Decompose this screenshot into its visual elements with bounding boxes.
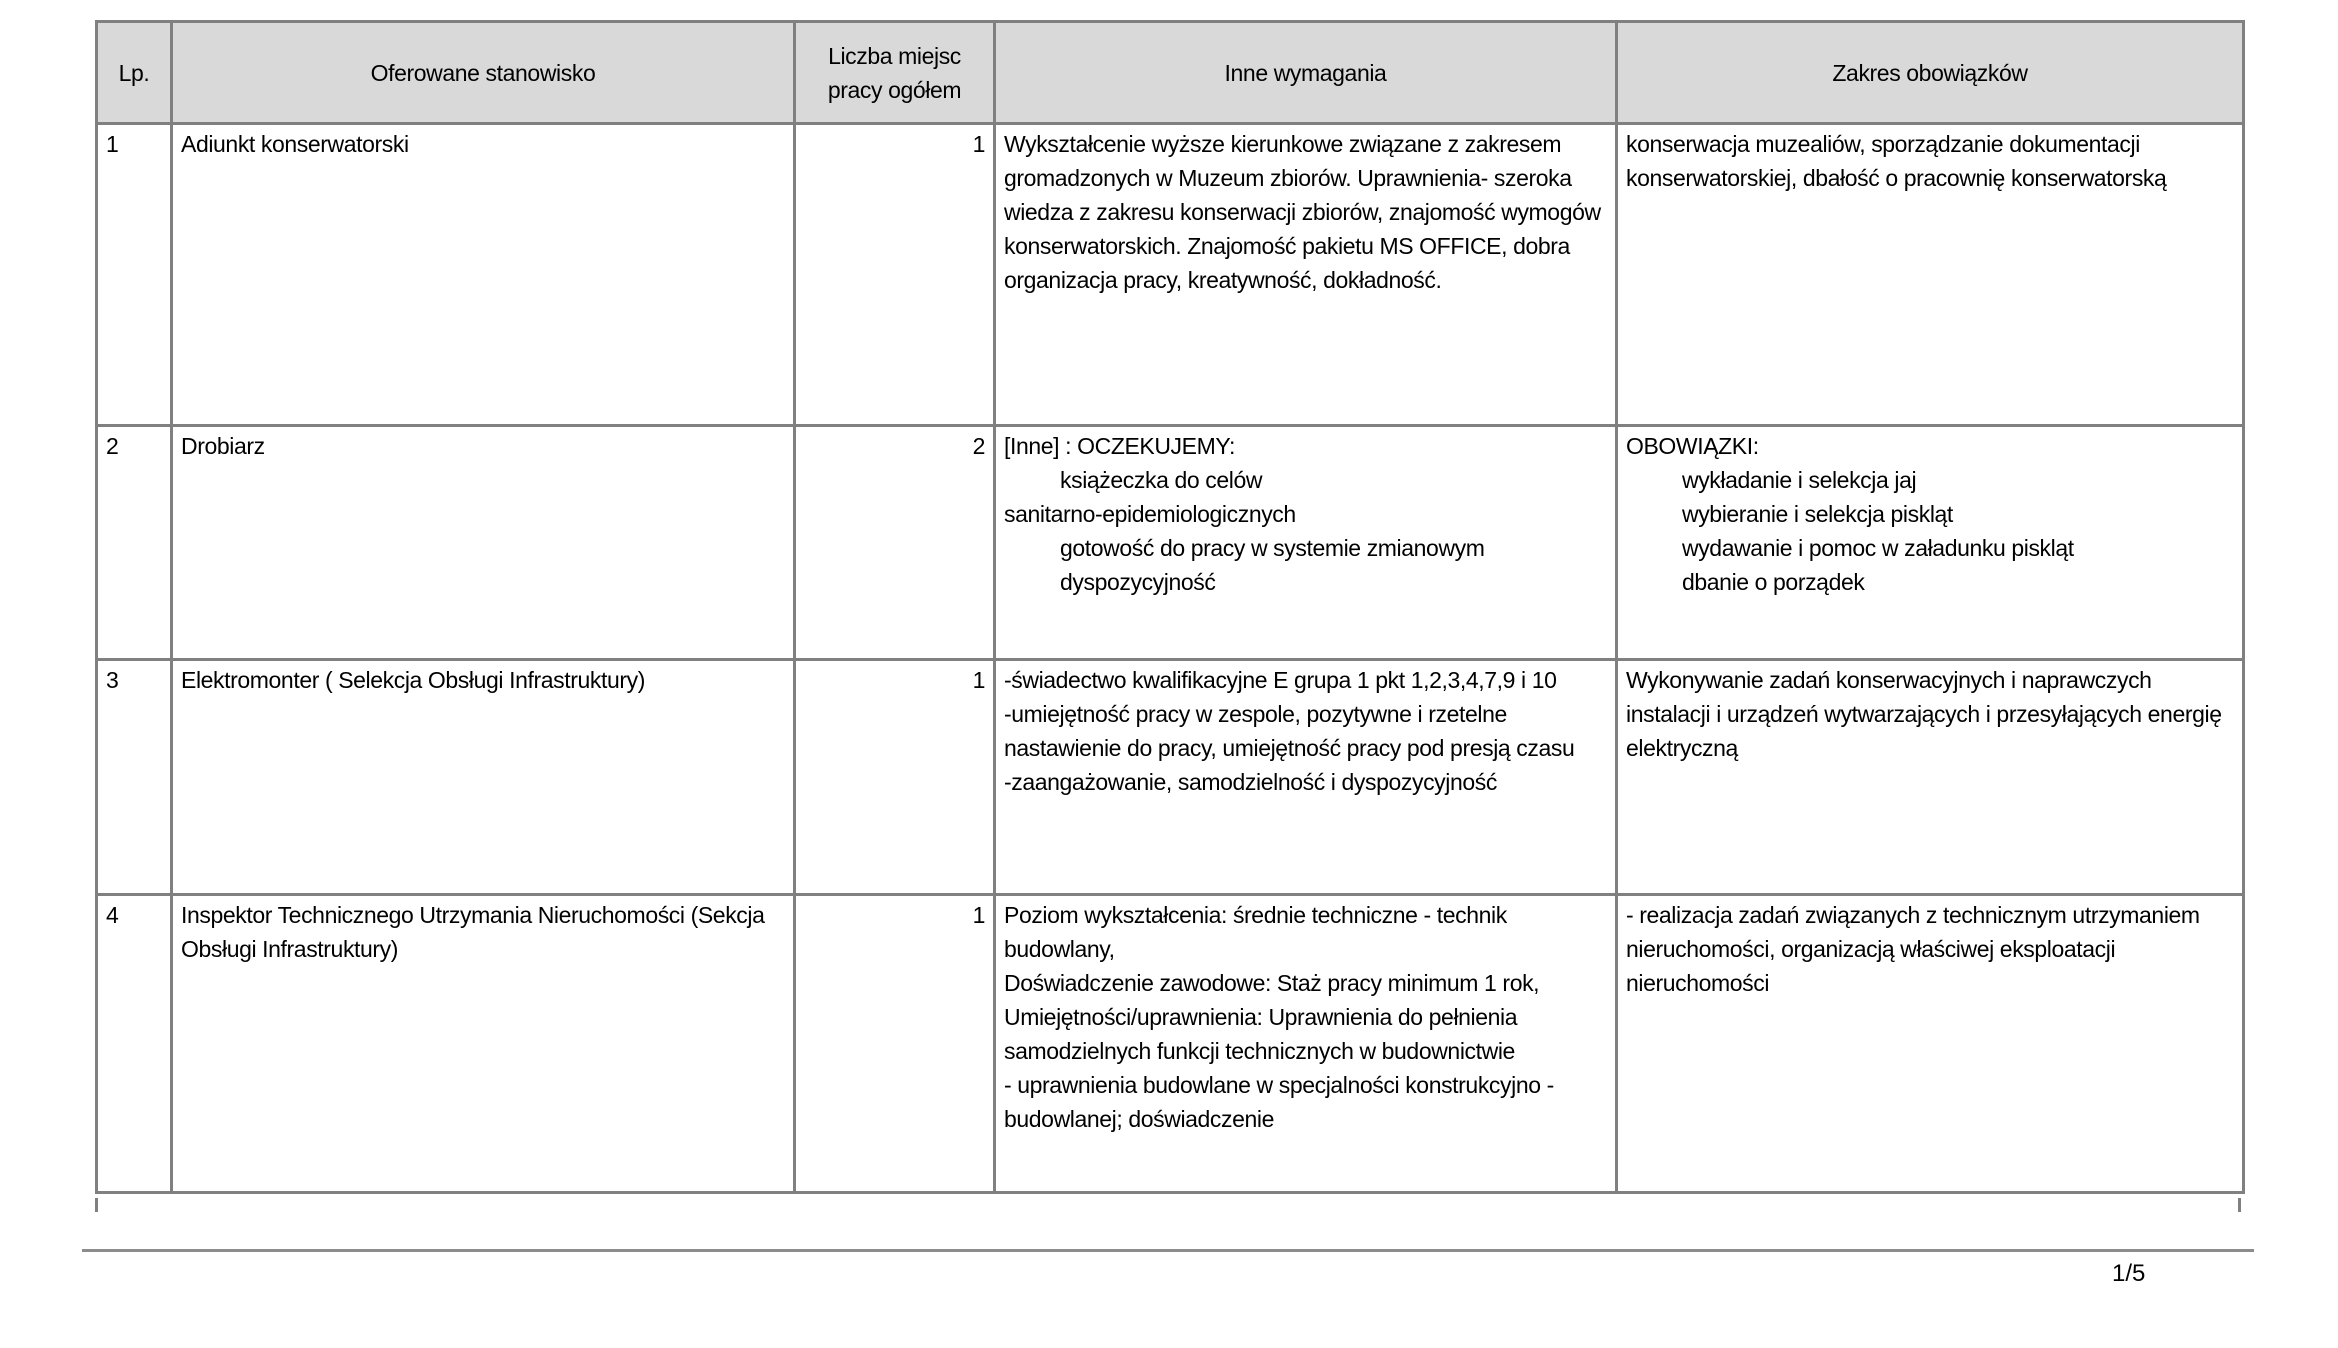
job-offers-table — [95, 20, 2245, 1194]
cell-lp: 3 — [97, 660, 172, 895]
cell-duties — [1617, 426, 2244, 660]
table-row — [97, 895, 2244, 1193]
cell-position: Elektromonter ( Selekcja Obsługi Infrastruktury) — [172, 660, 795, 895]
duty-line: wykładanie i selekcja jaj — [1682, 467, 1917, 493]
header-duties: Zakres obowiązków — [1617, 22, 2244, 124]
table-row — [97, 124, 2244, 426]
cell-duties — [1617, 124, 2244, 426]
duty-line: dbanie o porządek — [1682, 569, 1865, 595]
cell-position: Inspektor Technicznego Utrzymania Nieruchomości (Sekcja Obsługi Infrastruktury) — [172, 895, 795, 1193]
duty-line: - realizacja zadań związanych z technicznym utrzymaniem nieruchomości, organizacją właściwej eksploatacji nieruchomości — [1626, 902, 2206, 996]
table-row — [97, 660, 2244, 895]
header-position: Oferowane stanowisko — [172, 22, 795, 124]
duty-line: wydawanie i pomoc w załadunku piskląt — [1682, 535, 2074, 561]
cell-lp: 4 — [97, 895, 172, 1193]
cell-duties — [1617, 660, 2244, 895]
requirement-line: -umiejętność pracy w zespole, pozytywne i rzetelne nastawienie do pracy, umiejętność pracy pod presją czasu — [1004, 701, 1575, 761]
table-continuation-left — [95, 1198, 98, 1212]
table-header-row — [97, 22, 2244, 124]
cell-position: Drobiarz — [172, 426, 795, 660]
requirement-line: książeczka do celów — [1060, 467, 1263, 493]
header-requirements: Inne wymagania — [995, 22, 1617, 124]
requirement-line: dyspozycyjność — [1060, 569, 1216, 595]
requirement-line: Wykształcenie wyższe kierunkowe związane z zakresem gromadzonych w Muzeum zbiorów. Uprawnienia- szeroka wiedza z zakresu konserwacji zbiorów, znajomość wymogów konserwatorskich. Znajomość pakietu MS OFFICE, dobra organizacja pracy, kreatywność, dokładność. — [1004, 131, 1607, 293]
cell-count: 1 — [795, 895, 995, 1193]
requirement-line: sanitarno-epidemiologicznych — [1004, 501, 1296, 527]
requirement-line: Umiejętności/uprawnienia: Uprawnienia do pełnienia samodzielnych funkcji technicznych w budownictwie — [1004, 1004, 1524, 1064]
cell-count: 1 — [795, 124, 995, 426]
cell-lp: 1 — [97, 124, 172, 426]
duty-line: Wykonywanie zadań konserwacyjnych i naprawczych instalacji i urządzeń wytwarzających i przesyłających energię elektryczną — [1626, 667, 2228, 761]
requirement-line: gotowość do pracy w systemie zmianowym — [1060, 535, 1485, 561]
header-lp: Lp. — [97, 22, 172, 124]
cell-count: 1 — [795, 660, 995, 895]
requirement-line: [Inne] : OCZEKUJEMY: — [1004, 433, 1236, 459]
cell-requirements — [995, 660, 1617, 895]
table-row — [97, 426, 2244, 660]
page-number: 1/5 — [2112, 1260, 2146, 1287]
requirement-line: Doświadczenie zawodowe: Staż pracy minimum 1 rok, — [1004, 970, 1540, 996]
cell-requirements — [995, 426, 1617, 660]
cell-duties — [1617, 895, 2244, 1193]
footer-divider — [82, 1249, 2254, 1252]
requirement-line: - uprawnienia budowlane w specjalności konstrukcyjno - budowlanej; doświadczenie — [1004, 1072, 1560, 1132]
cell-count: 2 — [795, 426, 995, 660]
duty-line: wybieranie i selekcja piskląt — [1682, 501, 1953, 527]
requirement-line: -zaangażowanie, samodzielność i dyspozycyjność — [1004, 769, 1497, 795]
table-continuation-right — [2238, 1198, 2241, 1212]
cell-lp: 2 — [97, 426, 172, 660]
cell-requirements — [995, 124, 1617, 426]
duty-line: OBOWIĄZKI: — [1626, 433, 1759, 459]
header-count: Liczba miejsc pracy ogółem — [795, 22, 995, 124]
requirement-line: -świadectwo kwalifikacyjne E grupa 1 pkt 1,2,3,4,7,9 i 10 — [1004, 667, 1557, 693]
duty-line: konserwacja muzealiów, sporządzanie dokumentacji konserwatorskiej, dbałość o pracownię konserwatorską — [1626, 131, 2167, 191]
cell-requirements — [995, 895, 1617, 1193]
requirement-line: Poziom wykształcenia: średnie techniczne - technik budowlany, — [1004, 902, 1513, 962]
cell-position: Adiunkt konserwatorski — [172, 124, 795, 426]
